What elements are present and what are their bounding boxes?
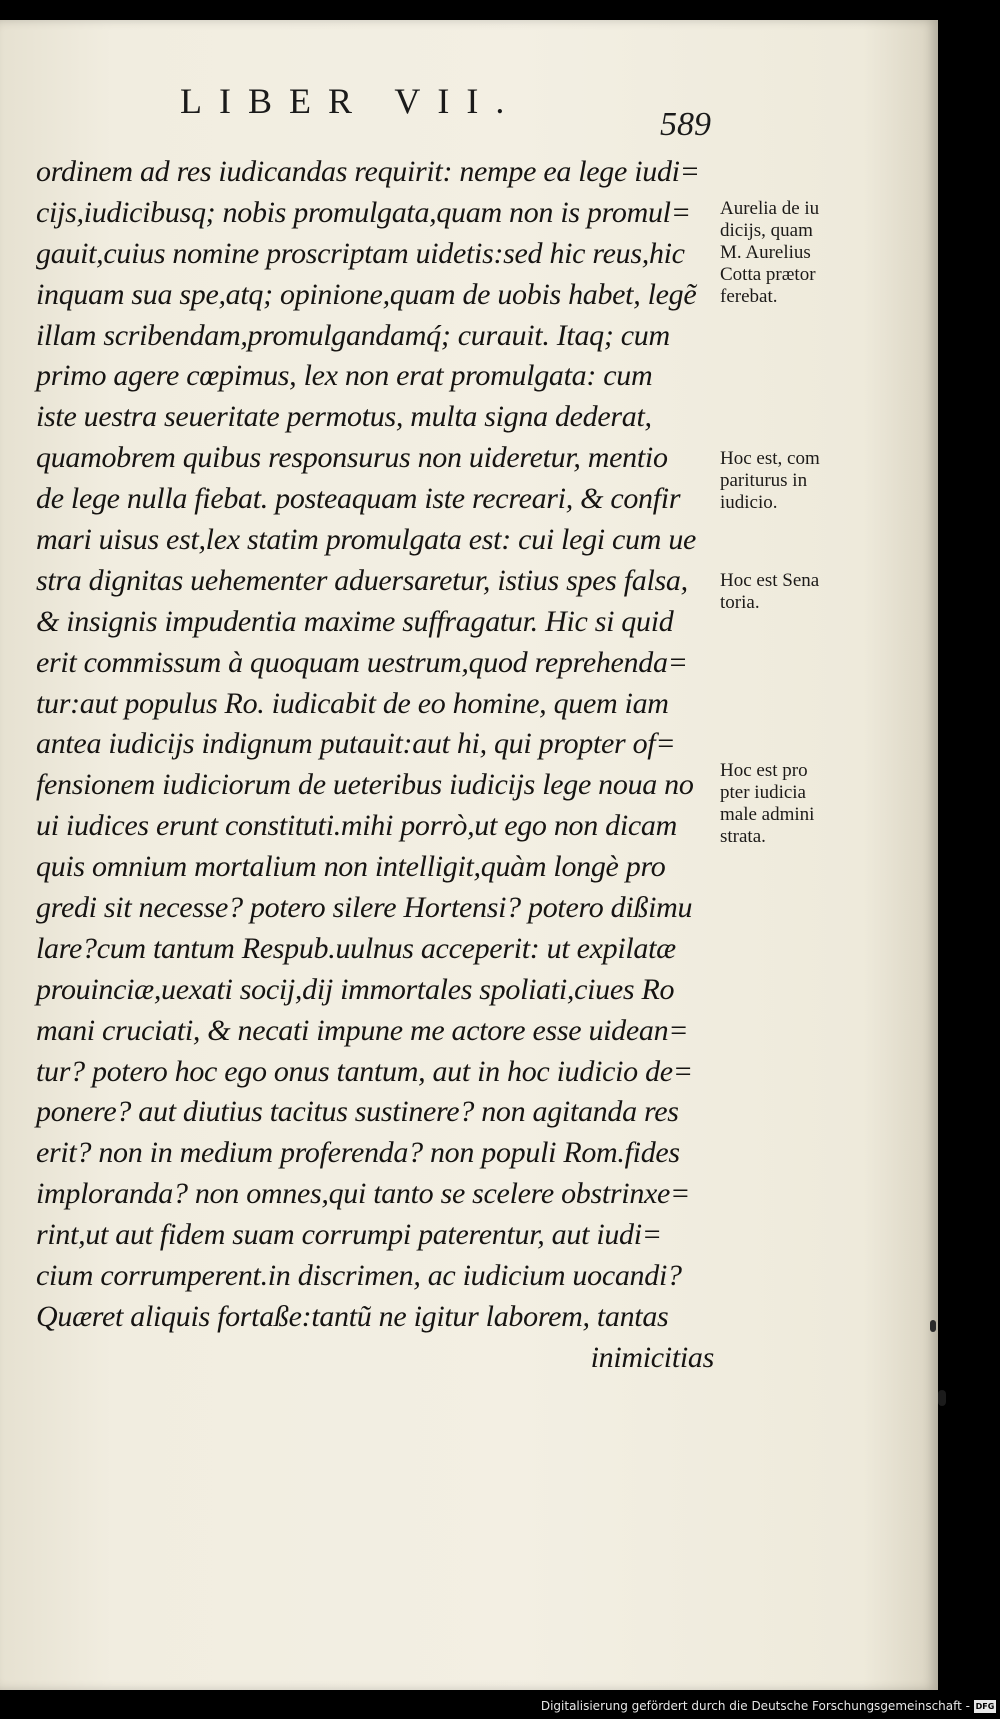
text-line: inquam sua spe,atq; opinione,quam de uobis habet, legẽ — [36, 277, 697, 311]
ink-speck — [930, 1320, 936, 1332]
text-line: illam scribendam,promulgandamq́; curauit. Itaq; cum — [36, 318, 670, 352]
text-line: imploranda? non omnes,qui tanto se scelere obstrinxe= — [36, 1177, 690, 1211]
text-line: de lege nulla fiebat. posteaquam iste recreari, & confir — [36, 482, 681, 516]
text-line: lare?cum tantum Respub.uulnus acceperit: ut expilatæ — [36, 931, 676, 965]
page-number: 589 — [660, 106, 711, 143]
text-line: ui iudices erunt constituti.mihi porrò,ut ego non dicam — [36, 809, 677, 843]
margin-note-line: Hoc est, com — [720, 448, 820, 469]
text-line: tur? potero hoc ego onus tantum, aut in hoc iudicio de= — [36, 1054, 693, 1088]
text-line: quis omnium mortalium non intelligit,quàm longè pro — [36, 850, 666, 884]
text-line: gredi sit necesse? potero silere Hortensi? potero dißimu — [36, 891, 693, 925]
text-line: tur:aut populus Ro. iudicabit de eo homine, quem iam — [36, 686, 669, 720]
margin-note-line: pter iudicia — [720, 782, 806, 803]
text-line: ordinem ad res iudicandas requirit: nempe ea lege iudi= — [36, 155, 700, 188]
margin-note — [720, 448, 870, 514]
text-line: ponere? aut diutius tacitus sustinere? non agitanda res — [36, 1095, 679, 1129]
margin-note-line: M. Aurelius — [720, 242, 811, 263]
text-line: stra dignitas uehementer aduersaretur, istius spes falsa, — [36, 563, 688, 597]
text-line: prouinciæ,uexati socij,dij immortales spoliati,ciues Ro — [36, 972, 675, 1006]
main-text — [36, 152, 716, 1379]
book-page — [0, 20, 938, 1690]
text-line: erit? non in medium proferenda? non populi Rom.fides — [36, 1136, 680, 1170]
ink-speck — [938, 1390, 946, 1406]
margin-note-line: Hoc est pro — [720, 760, 808, 781]
margin-note-line: male admini — [720, 804, 815, 825]
margin-note-line: ferebat. — [720, 286, 778, 307]
margin-note — [720, 570, 870, 614]
margin-note-line: pariturus in — [720, 470, 808, 491]
dfg-logo-icon: DFG — [975, 1702, 995, 1711]
margin-note-line: toria. — [720, 592, 760, 613]
text-line: mani cruciati, & necati impune me actore esse uidean= — [36, 1013, 689, 1047]
margin-note — [720, 760, 870, 848]
text-line: cium corrumperent.in discrimen, ac iudicium uocandi? — [36, 1259, 682, 1293]
text-line: iste uestra seueritate permotus, multa signa dederat, — [36, 400, 652, 434]
text-line: Quæret aliquis fortaße:tantũ ne igitur laborem, tantas — [36, 1299, 669, 1333]
text-line: primo agere cœpimus, lex non erat promulgata: cum — [36, 359, 653, 393]
text-line: quamobrem quibus responsurus non uideretur, mentio — [36, 441, 668, 475]
margin-note-line: iudicio. — [720, 492, 778, 513]
margin-note-line: Aurelia de iu — [720, 198, 820, 219]
catchword: inimicitias — [590, 1340, 714, 1374]
text-line: mari uisus est,lex statim promulgata est: cui legi cum ue — [36, 523, 697, 557]
digitization-credit: Digitalisierung gefördert durch die Deutsche Forschungsgemeinschaft - — [540, 1699, 970, 1713]
text-line: erit commissum à quoquam uestrum,quod reprehenda= — [36, 645, 688, 679]
text-line: & insignis impudentia maxime suffragatur. Hic si quid — [36, 604, 674, 638]
text-line: rint,ut aut fidem suam corrumpi paterentur, aut iudi= — [36, 1218, 662, 1252]
margin-note-line: Cotta prætor — [720, 264, 816, 285]
text-line: antea iudicijs indignum putauit:aut hi, qui propter of= — [36, 727, 676, 761]
text-line: fensionem iudiciorum de ueteribus iudicijs lege noua no — [36, 768, 694, 802]
text-line: gauit,cuius nomine proscriptam uidetis:sed hic reus,hic — [36, 236, 685, 270]
running-head: LIBER VII. — [180, 81, 522, 121]
margin-note-line: Hoc est Sena — [720, 570, 820, 591]
text-line: cijs,iudicibusq; nobis promulgata,quam non is promul= — [36, 195, 691, 229]
margin-note — [720, 198, 870, 308]
margin-note-line: strata. — [720, 826, 766, 847]
margin-note-line: dicijs, quam — [720, 220, 813, 241]
